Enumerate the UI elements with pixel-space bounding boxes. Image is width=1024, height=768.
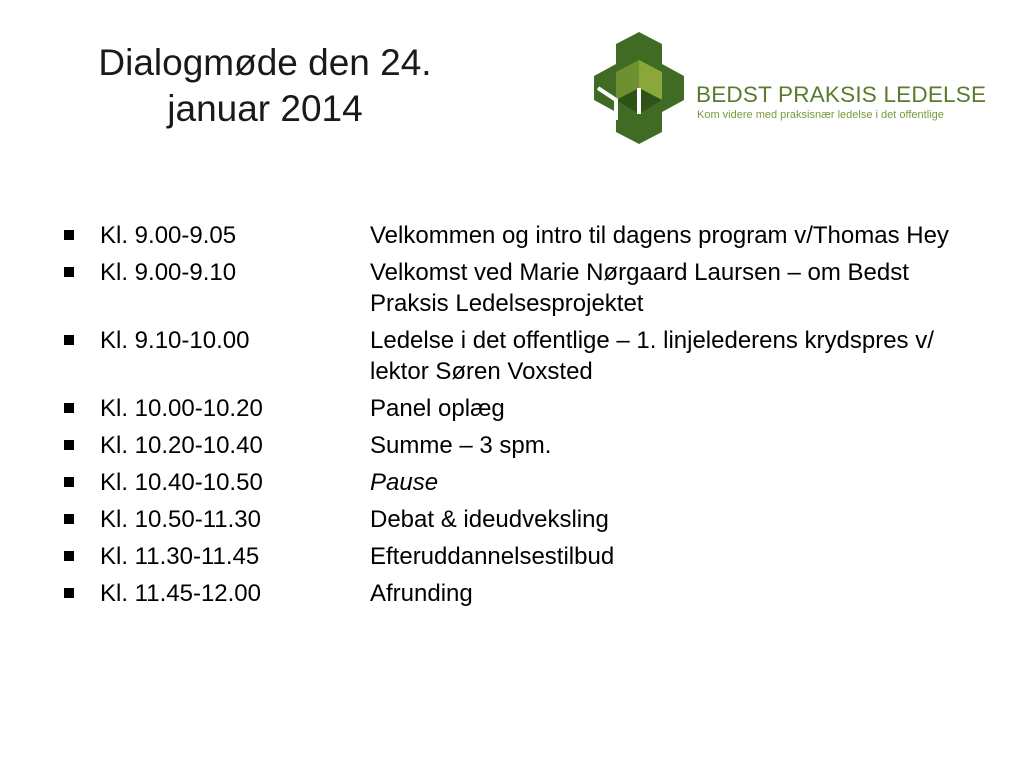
agenda-time: Kl. 9.00-9.10 (100, 259, 237, 286)
logo-name: BEDST PRAKSIS LEDELSE (696, 82, 987, 107)
slide-title-line-1: Dialogmøde den 24. (98, 42, 432, 83)
bedst-praksis-logo (584, 30, 994, 146)
agenda-time: Kl. 11.30-11.45 (100, 543, 260, 570)
agenda-time: Kl. 10.20-10.40 (100, 432, 263, 459)
agenda-item (64, 430, 964, 461)
bullet-icon (64, 504, 100, 535)
star-logo-icon (584, 30, 694, 146)
agenda-item (64, 393, 964, 424)
agenda-item (64, 541, 964, 572)
agenda-description: Panel oplæg (370, 395, 505, 422)
slide-title (60, 40, 470, 132)
agenda-time: Kl. 10.00-10.20 (100, 395, 263, 422)
agenda-description: Afrunding (370, 580, 473, 607)
logo-tagline: Kom videre med praksisnær ledelse i det offentlige (697, 109, 944, 121)
agenda-description: Velkomst ved Marie Nørgaard Laursen – om Bedst Praksis Ledelsesprojektet (370, 259, 909, 317)
agenda-description: Debat & ideudveksling (370, 506, 609, 533)
agenda-list (64, 220, 964, 615)
agenda-description: Pause (370, 469, 439, 496)
agenda-item (64, 467, 964, 498)
agenda-time: Kl. 10.50-11.30 (100, 506, 262, 533)
agenda-item (64, 504, 964, 535)
agenda-time: Kl. 9.00-9.05 (100, 222, 237, 249)
agenda-description: Ledelse i det offentlige – 1. linjelederens krydspres v/ lektor Søren Voxsted (370, 327, 934, 385)
bullet-icon (64, 467, 100, 498)
bullet-icon (64, 393, 100, 424)
agenda-item (64, 257, 964, 319)
bullet-icon (64, 325, 100, 387)
agenda-description: Velkommen og intro til dagens program v/Thomas Hey (370, 222, 949, 249)
bullet-icon (64, 257, 100, 319)
agenda-item (64, 220, 964, 251)
agenda-time: Kl. 11.45-12.00 (100, 580, 262, 607)
agenda-description: Summe – 3 spm. (370, 432, 552, 459)
bullet-icon (64, 220, 100, 251)
bullet-icon (64, 541, 100, 572)
agenda-item (64, 578, 964, 609)
agenda-description: Efteruddannelsestilbud (370, 543, 615, 570)
agenda-item (64, 325, 964, 387)
slide-title-line-2: januar 2014 (167, 88, 363, 129)
agenda-time: Kl. 9.10-10.00 (100, 327, 250, 354)
bullet-icon (64, 578, 100, 609)
bullet-icon (64, 430, 100, 461)
agenda-time: Kl. 10.40-10.50 (100, 469, 263, 496)
